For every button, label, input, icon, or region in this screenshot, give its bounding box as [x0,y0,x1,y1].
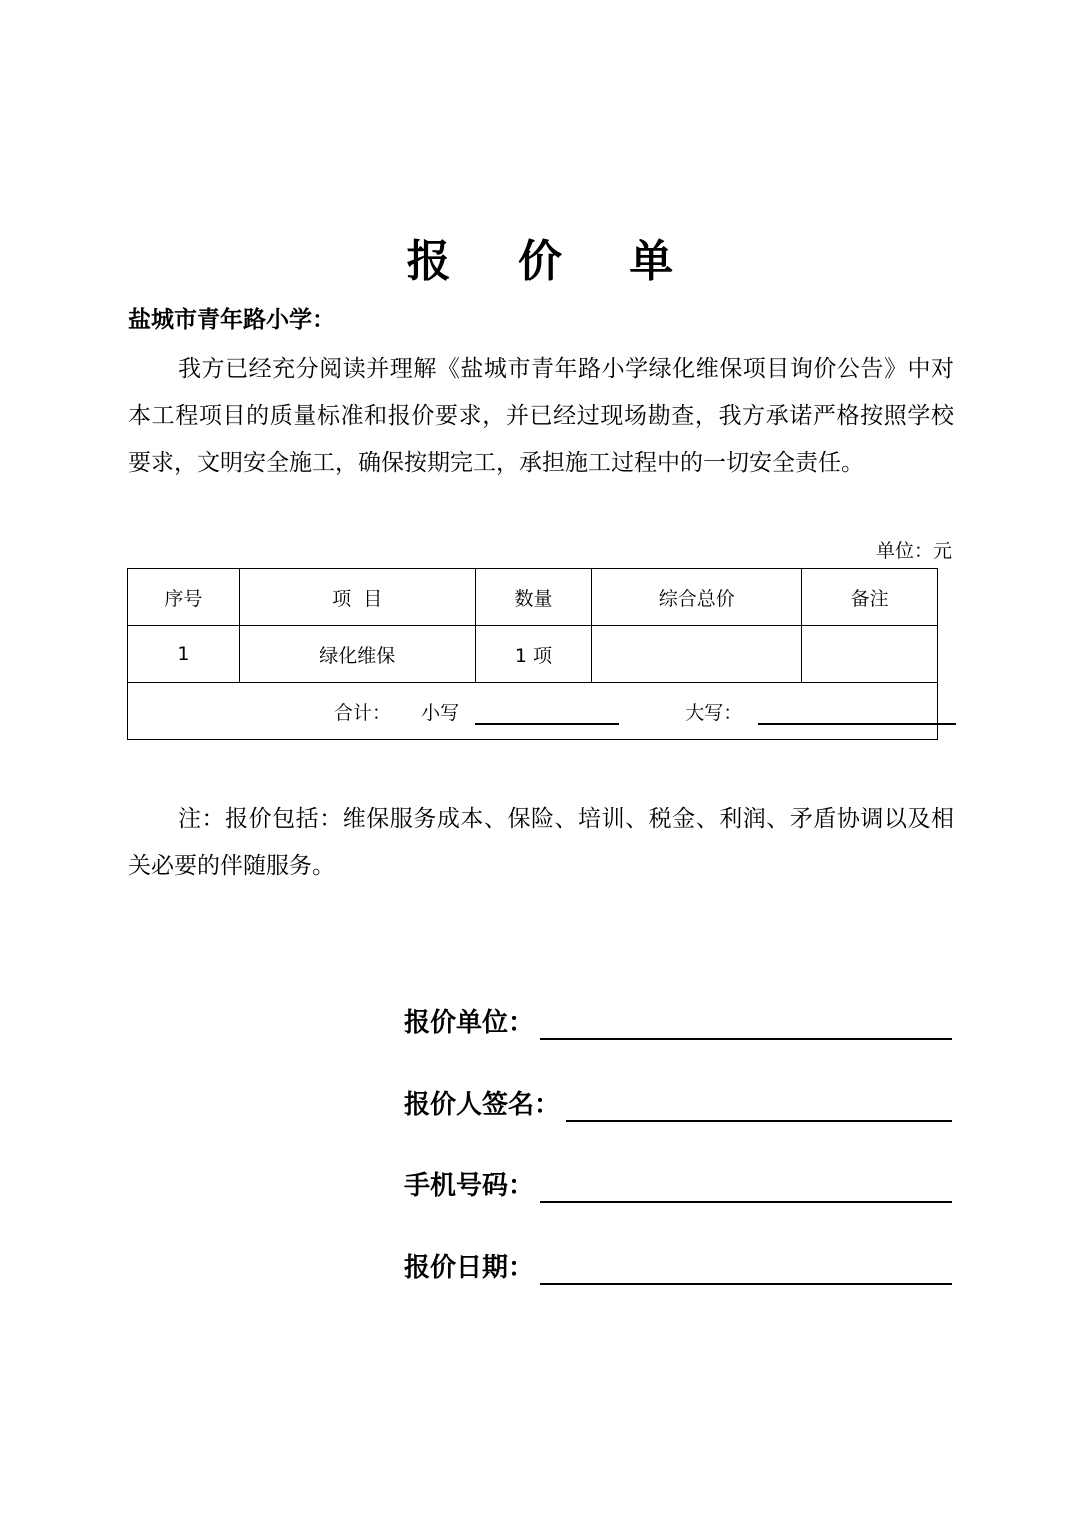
signer-label: 报价人签名： [404,1090,561,1120]
cell-total-price[interactable] [592,626,802,683]
sign-row-company [404,1000,952,1040]
header-cell-item: 项 目 [239,569,475,626]
uppercase-label: 大写： [685,702,743,724]
total-label: 合计： [334,702,392,724]
company-field[interactable] [540,1006,952,1040]
date-field[interactable] [540,1251,952,1285]
uppercase-amount-field[interactable] [758,701,956,725]
phone-field[interactable] [540,1169,952,1203]
header-cell-remarks: 备注 [802,569,938,626]
addressee: 盐城市青年路小学： [128,306,335,333]
table-row [128,626,938,683]
header-cell-quantity: 数量 [475,569,592,626]
company-label: 报价单位： [404,1008,535,1038]
total-row [128,683,938,740]
unit-label: 单位：元 [875,540,952,562]
cell-index: 1 [128,626,240,683]
cell-quantity: 1 项 [475,626,592,683]
total-cell [128,683,938,740]
signer-field[interactable] [566,1088,952,1122]
sign-row-date [404,1245,952,1285]
sign-row-phone [404,1163,952,1203]
lowercase-label: 小写 [421,702,460,724]
price-note: 注：报价包括：维保服务成本、保险、培训、税金、利润、矛盾协调以及相关必要的伴随服务。 [128,806,954,879]
phone-label: 手机号码： [404,1171,535,1201]
quote-table [127,568,938,740]
total-content [334,701,956,725]
cell-remarks[interactable] [802,626,938,683]
lowercase-amount-field[interactable] [475,701,619,725]
cell-item: 绿化维保 [239,626,475,683]
header-cell-index: 序号 [128,569,240,626]
commitment-paragraph: 我方已经充分阅读并理解《盐城市青年路小学绿化维保项目询价公告》中对本工程项目的质量标准和报价要求，并已经过现场勘查，我方承诺严格按照学校要求，文明安全施工，确保按期完工，承担施工过程中的一切安全责任。 [128,356,954,476]
sign-row-signer [404,1082,952,1122]
document-title: 报 价 单 [406,236,700,287]
header-cell-total-price: 综合总价 [592,569,802,626]
date-label: 报价日期： [404,1253,535,1283]
table-header-row [128,569,938,626]
